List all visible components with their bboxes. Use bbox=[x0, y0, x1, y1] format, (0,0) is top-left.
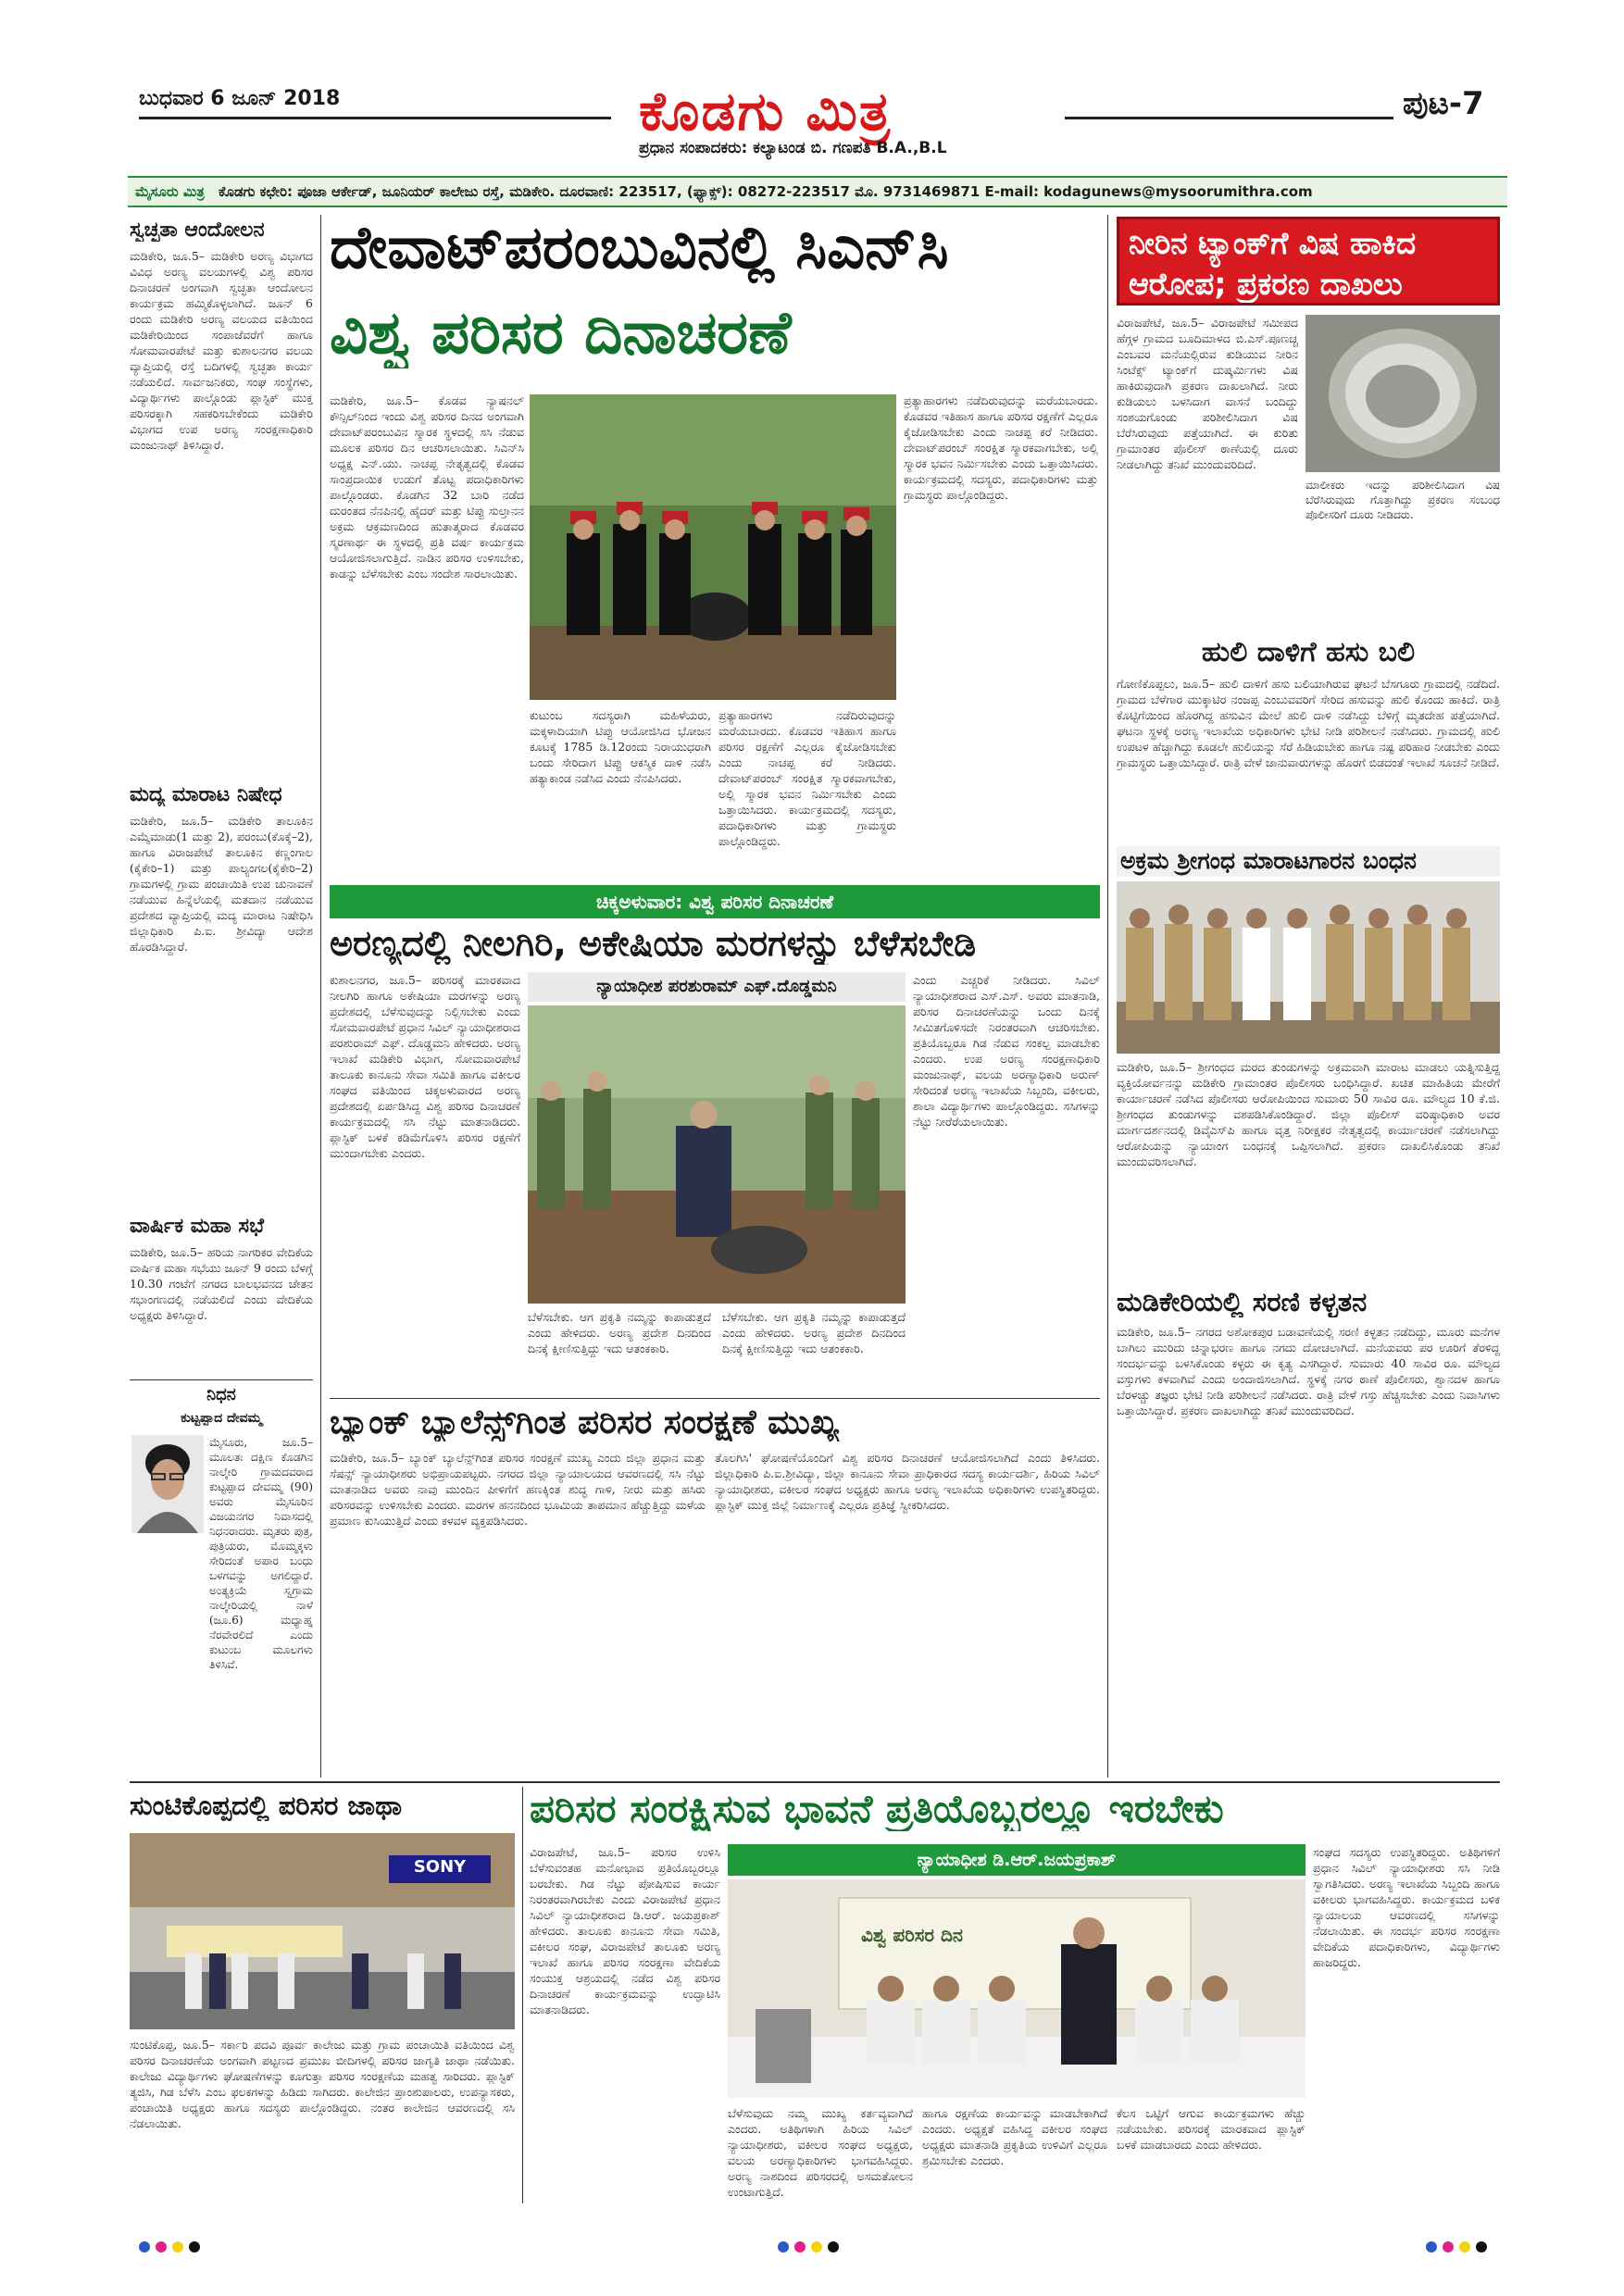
headline-tiger-attack: ಹುಲಿ ದಾಳಿಗೆ ಹಸು ಬಲಿ bbox=[1201, 637, 1416, 668]
contact-bar bbox=[128, 176, 1507, 207]
page-number: ಪುಟ-7 bbox=[1403, 85, 1484, 122]
story-tiger-attack: ಗೋಣಿಕೊಪ್ಪಲು, ಜೂ.5– ಹುಲಿ ದಾಳಿಗೆ ಹಸು ಬಲಿಯಾಗಿರುವ ಘಟನೆ ಬೆಸಗೂರು ಗ್ರಾಮದಲ್ಲಿ ನಡೆದಿದೆ. ಗ್ರಾಮದ ಬೆಳೆಗಾರ ಮುಕ್ಕಾಟಿರ ನಂಜಪ್ಪ ಎಂಬುವವರಿಗೆ ಸೇರಿದ ಹಸುವನ್ನು ಹುಲಿ ಕೊಂದು ಹಾಕಿದೆ. ರಾತ್ರಿ ಕೊಟ್ಟಿಗೆಯಿಂದ ಹೊರಗಿದ್ದ ಹಸುವಿನ ಮೇಲೆ ಹುಲಿ ದಾಳಿ ನಡೆಸಿದ್ದು ಬೆಳಿಗ್ಗೆ ಮೃತದೇಹ ಪತ್ತೆಯಾಗಿದೆ. ಘಟನಾ ಸ್ಥಳಕ್ಕೆ ಅರಣ್ಯ ಇಲಾಖೆಯ ಅಧಿಕಾರಿಗಳು ಭೇಟಿ ನೀಡಿ ಪರಿಶೀಲನೆ ನಡೆಸಿದರು. ಗ್ರಾಮದಲ್ಲಿ ಹುಲಿ ಉಪಟಳ ಹೆಚ್ಚಾಗಿದ್ದು ಕೂಡಲೇ ಹುಲಿಯನ್ನು ಸೆರೆ ಹಿಡಿಯಬೇಕು ಹಾಗೂ ನಷ್ಟ ಪರಿಹಾರ ನೀಡಬೇಕು ಎಂದು ಗ್ರಾಮಸ್ಥರು ಒತ್ತಾಯಿಸಿದ್ದಾರೆ. ರಾತ್ರಿ ವೇಳೆ ಜಾನುವಾರುಗಳನ್ನು ಹೊರಗೆ ಬಿಡದಂತೆ ಇಲಾಖೆ ಸೂಚನೆ ನೀಡಿದೆ. bbox=[1117, 677, 1500, 769]
chief-editor: ಪ್ರಧಾನ ಸಂಪಾದಕರು: ಕಲ್ಯಾಟಂಡ ಬಿ. ಗಣಪತಿ B.A.,B.L bbox=[639, 139, 947, 157]
masthead-rule-left bbox=[139, 117, 611, 119]
bank-rule bbox=[330, 1398, 1100, 1399]
lead-story-mid: ಕುಟುಂಬ ಸದಸ್ಯರಾಗಿ ಮಹಿಳೆಯರು, ಮಕ್ಕಳಾದಿಯಾಗಿ ಟಿಪ್ಪು ಆಯೋಜಿಸಿದ ಭೋಜನ ಕೂಟಕ್ಕೆ 1785 ಡಿ.12ರಂದು ನಿರಾಯುಧರಾಗಿ ಬಂದು ಸೇರಿದಾಗ ಟಿಪ್ಪು ಆಕಸ್ಮಿಕ ದಾಳಿ ನಡೆಸಿ ಹತ್ಯಾಕಾಂಡ ನಡೆಸಿದ ಎಂದು ನೆನಪಿಸಿದರು. bbox=[530, 708, 711, 785]
headline-poison-tank: ನೀರಿನ ಟ್ಯಾಂಕ್‌ಗೆ ವಿಷ ಹಾಕಿದ ಆರೋಪ; ಪ್ರಕರಣ ದಾಖಲು bbox=[1117, 217, 1500, 306]
story-annual-meeting: ಮಡಿಕೇರಿ, ಜೂ.5– ಹರಿಯ ನಾಗರಿಕರ ವೇದಿಕೆಯ ವಾರ್ಷಿಕ ಮಹಾ ಸಭೆಯು ಜೂನ್ 9 ರಂದು ಬೆಳಗ್ಗೆ 10.30 ಗಂಟೆಗೆ ನಗರದ ಬಾಲಭವನದ ಚೇತನ ಸಭಾಂಗಣದಲ್ಲಿ ನಡೆಯಲಿದೆ ಎಂದು ವೇದಿಕೆಯ ಅಧ್ಯಕ್ಷರು ತಿಳಿಸಿದ್ದಾರೆ. bbox=[130, 1245, 313, 1322]
obituary-rule bbox=[130, 1379, 313, 1380]
story-protect-env-left: ವಿರಾಜಪೇಟೆ, ಜೂ.5– ಪರಿಸರ ಉಳಿಸಿ ಬೆಳೆಸುವಂತಹ ಮನೋಭಾವ ಪ್ರತಿಯೊಬ್ಬರಲ್ಲೂ ಬರಬೇಕು. ಗಿಡ ನೆಟ್ಟು ಪೋಷಿಸುವ ಕಾರ್ಯ ನಿರಂತರವಾಗಿರಬೇಕು ಎಂದು ವಿರಾಜಪೇಟೆ ಪ್ರಧಾನ ಸಿವಿಲ್ ನ್ಯಾಯಾಧೀಶರಾದ ಡಿ.ಆರ್. ಜಯಪ್ರಕಾಶ್ ಹೇಳಿದರು. ತಾಲೂಕು ಕಾನೂನು ಸೇವಾ ಸಮಿತಿ, ವಕೀಲರ ಸಂಘ, ವಿರಾಜಪೇಟೆ ತಾಲೂಕು ಅರಣ್ಯ ಇಲಾಖೆ ಹಾಗೂ ಪರಿಸರ ಸಂರಕ್ಷಣಾ ವೇದಿಕೆಯ ಸಂಯುಕ್ತ ಆಶ್ರಯದಲ್ಲಿ ನಡೆದ ವಿಶ್ವ ಪರಿಸರ ದಿನಾಚರಣೆ ಕಾರ್ಯಕ್ರಮವನ್ನು ಉದ್ಘಾಟಿಸಿ ಮಾತನಾಡಿದರು. bbox=[530, 1845, 720, 2016]
headline-bank-balance: ಬ್ಯಾಂಕ್ ಬ್ಯಾಲೆನ್ಸ್‌ಗಿಂತ ಪರಿಸರ ಸಂರಕ್ಷಣೆ ಮುಖ್ಯ bbox=[330, 1404, 840, 1441]
lead-story-mid-cont: ಪ್ರತ್ಯಾಹಾರಗಳು ನಡೆದಿರುವುದನ್ನು ಮರೆಯಬಾರದು. ಕೊಡವರ ಇತಿಹಾಸ ಹಾಗೂ ಪರಿಸರ ರಕ್ಷಣೆಗೆ ಎಲ್ಲರೂ ಕೈಜೋಡಿಸಬೇಕು ಎಂದು ನಾಚಪ್ಪ ಕರೆ ನೀಡಿದರು. ದೇವಾಟ್‌ಪರಂಬ್ ಸಂರಕ್ಷಿತ ಸ್ಮಾರಕವಾಗಬೇಕು, ಅಲ್ಲಿ ಸ್ಮಾರಕ ಭವನ ನಿರ್ಮಿಸಬೇಕು ಎಂದು ಒತ್ತಾಯಿಸಿದರು. ಕಾರ್ಯಕ್ರಮದಲ್ಲಿ ಸದಸ್ಯರು, ಪದಾಧಿಕಾರಿಗಳು ಮತ್ತು ಗ್ರಾಮಸ್ಥರು ಪಾಲ್ಗೊಂಡಿದ್ದರು. bbox=[718, 708, 896, 848]
story-liquor-ban: ಮಡಿಕೇರಿ, ಜೂ.5– ಮಡಿಕೇರಿ ತಾಲೂಕಿನ ಎಮ್ಮೆಮಾಡು(1 ಮತ್ತು 2), ಪರಂಬು(ಕೊಕ್ಕೆ–2), ಹಾಗೂ ವಿರಾಜಪೇಟೆ ತಾಲೂಕಿನ ಕಣ್ಣಂಗಾಲ (ಕೈಕೇರಿ–1) ಮತ್ತು ಪಾಲ್ಯಂಗಲ(ಕೈಕೇರಿ–2) ಗ್ರಾಮಗಳಲ್ಲಿ ಗ್ರಾಮ ಪಂಚಾಯಿತಿ ಉಪ ಚುನಾವಣೆ ನಡೆಯುವ ಹಿನ್ನೆಲೆಯಲ್ಲಿ ಮತದಾನ ನಡೆಯುವ ಪ್ರದೇಶದ ವ್ಯಾಪ್ತಿಯಲ್ಲಿ ಮದ್ಯ ಮಾರಾಟ ನಿಷೇಧಿಸಿ ಜಿಲ್ಲಾಧಿಕಾರಿ ಪಿ.ಐ. ಶ್ರೀವಿದ್ಯಾ ಆದೇಶ ಹೊರಡಿಸಿದ್ದಾರೆ. bbox=[130, 814, 313, 954]
story-poison-tank: ವಿರಾಜಪೇಟೆ, ಜೂ.5– ವಿರಾಜಪೇಟೆ ಸಮೀಪದ ಹೆಗ್ಗಳ ಗ್ರಾಮದ ಬೂದಿಮಾಳದ ಬಿ.ಎಸ್.ಪೂಣಚ್ಚ ಎಂಬವರ ಮನೆಯಲ್ಲಿರುವ ಕುಡಿಯುವ ನೀರಿನ ಸಿಂಟೆಕ್ಸ್ ಟ್ಯಾಂಕ್‌ಗೆ ದುಷ್ಕರ್ಮಿಗಳು ವಿಷ ಹಾಕಿರುವುದಾಗಿ ಪ್ರಕರಣ ದಾಖಲಾಗಿದೆ. ನೀರು ಕುಡಿಯಲು ಬಳಸಿದಾಗ ವಾಸನೆ ಬಂದಿದ್ದು ಸಂಶಯಗೊಂಡು ಪರಿಶೀಲಿಸಿದಾಗ ವಿಷ ಬೆರೆಸಿರುವುದು ಪತ್ತೆಯಾಗಿದೆ. ಈ ಕುರಿತು ಗ್ರಾಮಾಂತರ ಪೊಲೀಸ್ ಠಾಣೆಯಲ್ಲಿ ದೂರು ನೀಡಲಾಗಿದ್ದು ತನಿಖೆ ಮುಂದುವರಿದಿದೆ. bbox=[1117, 316, 1298, 471]
story-protect-env-right: ಸಂಘದ ಸದಸ್ಯರು ಉಪಸ್ಥಿತರಿದ್ದರು. ಅತಿಥಿಗಳಿಗೆ ಪ್ರಧಾನ ಸಿವಿಲ್ ನ್ಯಾಯಾಧೀಶರು ಸಸಿ ನೀಡಿ ಸ್ವಾಗತಿಸಿದರು. ಅರಣ್ಯ ಇಲಾಖೆಯ ಸಿಬ್ಬಂದಿ ಹಾಗೂ ವಕೀಲರು ಭಾಗವಹಿಸಿದ್ದರು. ಕಾರ್ಯಕ್ರಮದ ಬಳಿಕ ನ್ಯಾಯಾಲಯ ಆವರಣದಲ್ಲಿ ಸಸಿಗಳನ್ನು ನೆಡಲಾಯಿತು. ಈ ಸಂದರ್ಭ ಪರಿಸರ ಸಂರಕ್ಷಣಾ ವೇದಿಕೆಯ ಪದಾಧಿಕಾರಿಗಳು, ವಿದ್ಯಾರ್ಥಿಗಳು ಹಾಜರಿದ್ದರು. bbox=[1313, 1845, 1500, 1969]
story-bank-balance-right: ತೊಲಗಿಸಿ' ಘೋಷಣೆಯೊಂದಿಗೆ ವಿಶ್ವ ಪರಿಸರ ದಿನಾಚರಣೆ ಆಯೋಜಿಸಲಾಗಿದೆ ಎಂದು ತಿಳಿಸಿದರು. ಜಿಲ್ಲಾಧಿಕಾರಿ ಪಿ.ಐ.ಶ್ರೀವಿದ್ಯಾ, ಜಿಲ್ಲಾ ಕಾನೂನು ಸೇವಾ ಪ್ರಾಧಿಕಾರದ ಸದಸ್ಯ ಕಾರ್ಯದರ್ಶಿ, ಹಿರಿಯ ಸಿವಿಲ್ ನ್ಯಾಯಾಧೀಶರು, ವಕೀಲರ ಸಂಘದ ಅಧ್ಯಕ್ಷರು ಹಾಗೂ ಅರಣ್ಯ ಇಲಾಖೆಯ ಅಧಿಕಾರಿಗಳು ಉಪಸ್ಥಿತರಿದ್ದರು. ಪ್ಲಾಸ್ಟಿಕ್ ಮುಕ್ತ ಜಿಲ್ಲೆ ನಿರ್ಮಾಣಕ್ಕೆ ಎಲ್ಲರೂ ಪ್ರತಿಜ್ಞೆ ಸ್ವೀಕರಿಸಿದರು. bbox=[715, 1451, 1100, 1512]
judge-name-parashuram: ನ್ಯಾಯಾಧೀಶ ಪರಶುರಾಮ್ ಎಫ್.ದೊಡ್ಡಮನಿ bbox=[528, 972, 906, 1002]
obituary-name: ಕುಟ್ಟಪ್ಪಾದ ದೇವಮ್ಮ bbox=[181, 1411, 262, 1426]
color-registration-marks-center bbox=[778, 2239, 844, 2256]
lead-headline-line2: ವಿಶ್ವ ಪರಿಸರ ದಿನಾಚರಣೆ bbox=[330, 300, 792, 368]
judge-name-jayaprakash: ನ್ಯಾಯಾಧೀಶ ಡಿ.ಆರ್.ಜಯಪ್ರಕಾಶ್ bbox=[728, 1844, 1305, 1876]
headline-cleanliness: ಸ್ವಚ್ಛತಾ ಆಂದೋಲನ bbox=[130, 218, 265, 242]
story-sandalwood-arrest: ಮಡಿಕೇರಿ, ಜೂ.5– ಶ್ರೀಗಂಧದ ಮರದ ತುಂಡುಗಳನ್ನು ಅಕ್ರಮವಾಗಿ ಮಾರಾಟ ಮಾಡಲು ಯತ್ನಿಸುತ್ತಿದ್ದ ವ್ಯಕ್ತಿಯೋರ್ವನನ್ನು ಮಡಿಕೇರಿ ಗ್ರಾಮಾಂತರ ಪೊಲೀಸರು ಬಂಧಿಸಿದ್ದಾರೆ. ಖಚಿತ ಮಾಹಿತಿಯ ಮೇರೆಗೆ ಕಾರ್ಯಾಚರಣೆ ನಡೆಸಿದ ಪೊಲೀಸರು ಆರೋಪಿಯಿಂದ ಸುಮಾರು 50 ಸಾವಿರ ರೂ. ಮೌಲ್ಯದ 10 ಕೆ.ಜಿ. ಶ್ರೀಗಂಧದ ತುಂಡುಗಳನ್ನು ವಶಪಡಿಸಿಕೊಂಡಿದ್ದಾರೆ. ಜಿಲ್ಲಾ ಪೊಲೀಸ್ ವರಿಷ್ಠಾಧಿಕಾರಿ ಅವರ ಮಾರ್ಗದರ್ಶನದಲ್ಲಿ ಡಿವೈಎಸ್‌ಪಿ ಹಾಗೂ ವೃತ್ತ ನಿರೀಕ್ಷಕರ ನೇತೃತ್ವದಲ್ಲಿ ಕಾರ್ಯಾಚರಣೆ ನಡೆಸಲಾಗಿದ್ದು ಆರೋಪಿಯನ್ನು ನ್ಯಾಯಾಂಗ ಬಂಧನಕ್ಕೆ ಒಪ್ಪಿಸಲಾಗಿದೆ. ಪ್ರಕರಣ ದಾಖಲಿಸಿಕೊಂಡು ತನಿಖೆ ಮುಂದುವರಿಸಲಾಗಿದೆ. bbox=[1117, 1060, 1500, 1168]
shop-sign-sony: SONY bbox=[413, 1857, 467, 1877]
headline-sandalwood-arrest: ಅಕ್ರಮ ಶ್ರೀಗಂಧ ಮಾರಾಟಗಾರನ ಬಂಧನ bbox=[1117, 846, 1500, 877]
story-no-eucalyptus-mid2: ಬೆಳೆಸಬೇಕು. ಆಗ ಪ್ರಕೃತಿ ನಮ್ಮನ್ನು ಕಾಪಾಡುತ್ತದೆ ಎಂದು ಹೇಳಿದರು. ಅರಣ್ಯ ಪ್ರದೇಶ ದಿನದಿಂದ ದಿನಕ್ಕೆ ಕ್ಷೀಣಿಸುತ್ತಿದ್ದು ಇದು ಆತಂಕಕಾರಿ. bbox=[722, 1310, 906, 1355]
headline-annual-meeting: ವಾರ್ಷಿಕ ಮಹಾ ಸಭೆ bbox=[130, 1215, 264, 1238]
headline-suntikoppa-rally: ಸುಂಟಿಕೊಪ್ಪದಲ್ಲಿ ಪರಿಸರ ಜಾಥಾ bbox=[130, 1791, 403, 1821]
story-no-eucalyptus-mid: ಬೆಳೆಸಬೇಕು. ಆಗ ಪ್ರಕೃತಿ ನಮ್ಮನ್ನು ಕಾಪಾಡುತ್ತದೆ ಎಂದು ಹೇಳಿದರು. ಅರಣ್ಯ ಪ್ರದೇಶ ದಿನದಿಂದ ದಿನಕ್ಕೆ ಕ್ಷೀಣಿಸುತ್ತಿದ್ದು ಇದು ಆತಂಕಕಾರಿ. bbox=[528, 1310, 711, 1355]
story-protect-env-mid3: ಕೆಲಸ ಒಟ್ಟಿಗೆ ಆಗುವ ಕಾರ್ಯಕ್ರಮಗಳು ಹೆಚ್ಚು ನಡೆಯಬೇಕು. ಪರಿಸರಕ್ಕೆ ಮಾರಕವಾದ ಪ್ಲಾಸ್ಟಿಕ್ ಬಳಕೆ ಮಾಡಬಾರದು ಎಂದು ಹೇಳಿದರು. bbox=[1117, 2106, 1305, 2152]
column-rule-1 bbox=[320, 215, 321, 1778]
headline-liquor-ban: ಮದ್ಯ ಮಾರಾಟ ನಿಷೇಧ bbox=[130, 783, 282, 806]
event-banner-text: ವಿಶ್ವ ಪರಿಸರ ದಿನ bbox=[861, 1924, 963, 1946]
story-bank-balance-left: ಮಡಿಕೇರಿ, ಜೂ.5– ಬ್ಯಾಂಕ್ ಬ್ಯಾಲೆನ್ಸ್‌ಗಿಂತ ಪರಿಸರ ಸಂರಕ್ಷಣೆ ಮುಖ್ಯ ಎಂದು ಜಿಲ್ಲಾ ಪ್ರಧಾನ ಮತ್ತು ಸೆಷನ್ಸ್ ನ್ಯಾಯಾಧೀಶರು ಅಭಿಪ್ರಾಯಪಟ್ಟರು. ನಗರದ ಜಿಲ್ಲಾ ನ್ಯಾಯಾಲಯದ ಆವರಣದಲ್ಲಿ ಸಸಿ ನೆಟ್ಟು ಮಾತನಾಡಿದ ಅವರು ನಾವು ಮುಂದಿನ ಪೀಳಿಗೆಗೆ ಹಣಕ್ಕಿಂತ ಶುದ್ಧ ಗಾಳಿ, ನೀರು ಮತ್ತು ಹಸಿರು ಪರಿಸರವನ್ನು ಉಳಿಸಬೇಕು ಎಂದರು. ಮರಗಳ ಹನನದಿಂದ ಭೂಮಿಯ ತಾಪಮಾನ ಹೆಚ್ಚುತ್ತಿದ್ದು ಮಳೆಯ ಪ್ರಮಾಣ ಕುಸಿಯುತ್ತಿದೆ ಎಂದು ಕಳವಳ ವ್ಯಕ್ತಪಡಿಸಿದರು. bbox=[330, 1451, 706, 1528]
story-serial-theft: ಮಡಿಕೇರಿ, ಜೂ.5– ನಗರದ ಅಶೋಕಪುರ ಬಡಾವಣೆಯಲ್ಲಿ ಸರಣಿ ಕಳ್ಳತನ ನಡೆದಿದ್ದು, ಮೂರು ಮನೆಗಳ ಬಾಗಿಲು ಮುರಿದು ಚಿನ್ನಾಭರಣ ಹಾಗೂ ನಗದು ದೋಚಲಾಗಿದೆ. ಮನೆಯವರು ಪರ ಊರಿಗೆ ತೆರಳಿದ್ದ ಸಂದರ್ಭವನ್ನು ಬಳಸಿಕೊಂಡು ಕಳ್ಳರು ಈ ಕೃತ್ಯ ಎಸಗಿದ್ದಾರೆ. ಸುಮಾರು 40 ಸಾವಿರ ರೂ. ಮೌಲ್ಯದ ವಸ್ತುಗಳು ಕಳವಾಗಿವೆ ಎಂದು ಅಂದಾಜಿಸಲಾಗಿದೆ. ಸ್ಥಳಕ್ಕೆ ನಗರ ಠಾಣೆ ಪೊಲೀಸರು, ಶ್ವಾನದಳ ಹಾಗೂ ಬೆರಳಚ್ಚು ತಜ್ಞರು ಭೇಟಿ ನೀಡಿ ಪರಿಶೀಲನೆ ನಡೆಸಿದರು. ರಾತ್ರಿ ವೇಳೆ ಗಸ್ತು ಹೆಚ್ಚಿಸಬೇಕು ಎಂದು ನಿವಾಸಿಗಳು ಒತ್ತಾಯಿಸಿದ್ದಾರೆ. ಪ್ರಕರಣ ದಾಖಲಾಗಿದ್ದು ತನಿಖೆ ಮುಂದುವರಿದಿದೆ. bbox=[1117, 1325, 1500, 1417]
contact-details: ಕೊಡಗು ಕಛೇರಿ: ಪೂಜಾ ಆರ್ಕೇಡ್, ಜೂನಿಯರ್ ಕಾಲೇಜು ರಸ್ತೆ, ಮಡಿಕೇರಿ. ದೂರವಾಣಿ: 223517, (ಫ್ಯಾಕ್ಸ್): 08272-223517 ಮೊ. 9731469871 E-mail: kodagunews@mysoorumithra.com bbox=[219, 183, 1313, 200]
column-rule-2 bbox=[1107, 215, 1108, 1778]
issue-date: ಬುಧವಾರ 6 ಜೂನ್ 2018 bbox=[139, 87, 341, 110]
story-protect-env-mid2: ಹಾಗೂ ರಕ್ಷಣೆಯ ಕಾರ್ಯವನ್ನು ಮಾಡಬೇಕಾಗಿದೆ ಎಂದರು. ಅಧ್ಯಕ್ಷತೆ ವಹಿಸಿದ್ದ ವಕೀಲರ ಸಂಘದ ಅಧ್ಯಕ್ಷರು ಮಾತನಾಡಿ ಪ್ರಕೃತಿಯ ಉಳಿವಿಗೆ ಎಲ್ಲರೂ ಶ್ರಮಿಸಬೇಕು ಎಂದರು. bbox=[922, 2106, 1107, 2167]
story-cleanliness: ಮಡಿಕೇರಿ, ಜೂ.5– ಮಡಿಕೇರಿ ಅರಣ್ಯ ವಿಭಾಗದ ವಿವಿಧ ಅರಣ್ಯ ವಲಯಗಳಲ್ಲಿ ವಿಶ್ವ ಪರಿಸರ ದಿನಾಚರಣೆ ಅಂಗವಾಗಿ ಸ್ವಚ್ಛತಾ ಆಂದೋಲನ ಕಾರ್ಯಕ್ರಮ ಹಮ್ಮಿಕೊಳ್ಳಲಾಗಿದೆ. ಜೂನ್ 6 ರಂದು ಮಡಿಕೇರಿ ಅರಣ್ಯ ವಲಯದ ವತಿಯಿಂದ ಮಡಿಕೇರಿಯಿಂದ ಸಂಪಾಜೆವರೆಗೆ ಹಾಗೂ ಸೋಮವಾರಪೇಟೆ ಮತ್ತು ಕುಶಾಲನಗರ ವಲಯ ವ್ಯಾಪ್ತಿಯಲ್ಲಿ ರಸ್ತೆ ಬದಿಗಳಲ್ಲಿ ಸ್ವಚ್ಛತಾ ಕಾರ್ಯ ನಡೆಯಲಿದೆ. ಸಾರ್ವಜನಿಕರು, ಸಂಘ ಸಂಸ್ಥೆಗಳು, ವಿದ್ಯಾರ್ಥಿಗಳು ಪಾಲ್ಗೊಂಡು ಪ್ಲಾಸ್ಟಿಕ್ ಮುಕ್ತ ಪರಿಸರಕ್ಕಾಗಿ ಸಹಕರಿಸಬೇಕೆಂದು ಮಡಿಕೇರಿ ವಿಭಾಗದ ಉಪ ಅರಣ್ಯ ಸಂರಕ್ಷಣಾಧಿಕಾರಿ ಮಂಜುನಾಥ್ ತಿಳಿಸಿದ್ದಾರೆ. bbox=[130, 249, 313, 452]
photo-water-tank bbox=[1305, 315, 1500, 472]
contact-brand: ಮೈಸೂರು ಮಿತ್ರ bbox=[135, 183, 205, 200]
headline-protect-environment: ಪರಿಸರ ಸಂರಕ್ಷಿಸುವ ಭಾವನೆ ಪ್ರತಿಯೊಬ್ಬರಲ್ಲೂ ಇರಬೇಕು bbox=[530, 1787, 1224, 1831]
headline-no-eucalyptus: ಅರಣ್ಯದಲ್ಲಿ ನೀಲಗಿರಿ, ಅಕೇಷಿಯಾ ಮರಗಳನ್ನು ಬೆಳೆಸಬೇಡಿ bbox=[330, 924, 977, 964]
obituary-text: ಮೈಸೂರು, ಜೂ.5– ಮೂಲತಃ ದಕ್ಷಿಣ ಕೊಡಗಿನ ನಾಲ್ಕೇರಿ ಗ್ರಾಮದವರಾದ ಕುಟ್ಟಪ್ಪಾದ ದೇವಮ್ಮ (90) ಅವರು ಮೈಸೂರಿನ ವಿಜಯನಗರ ನಿವಾಸದಲ್ಲಿ ನಿಧನರಾದರು. ಮೃತರು ಪುತ್ರ, ಪುತ್ರಿಯರು, ಮೊಮ್ಮಕ್ಕಳು ಸೇರಿದಂತೆ ಅಪಾರ ಬಂಧು ಬಳಗವನ್ನು ಅಗಲಿದ್ದಾರೆ. ಅಂತ್ಯಕ್ರಿಯೆ ಸ್ವಗ್ರಾಮ ನಾಲ್ಕೇರಿಯಲ್ಲಿ ನಾಳೆ (ಜೂ.6) ಮಧ್ಯಾಹ್ನ ನೆರವೇರಲಿದೆ ಎಂದು ಕುಟುಂಬ ಮೂಲಗಳು ತಿಳಿಸಿವೆ. bbox=[209, 1436, 313, 1671]
masthead-rule-right bbox=[1065, 117, 1393, 119]
headline-serial-theft: ಮಡಿಕೇರಿಯಲ್ಲಿ ಸರಣಿ ಕಳ್ಳತನ bbox=[1117, 1287, 1368, 1317]
lead-story-right: ಪ್ರತ್ಯಾಹಾರಗಳು ನಡೆದಿರುವುದನ್ನು ಮರೆಯಬಾರದು. ಕೊಡವರ ಇತಿಹಾಸ ಹಾಗೂ ಪರಿಸರ ರಕ್ಷಣೆಗೆ ಎಲ್ಲರೂ ಕೈಜೋಡಿಸಬೇಕು ಎಂದು ನಾಚಪ್ಪ ಕರೆ ನೀಡಿದರು. ದೇವಾಟ್‌ಪರಂಬ್ ಸಂರಕ್ಷಿತ ಸ್ಮಾರಕವಾಗಬೇಕು, ಅಲ್ಲಿ ಸ್ಮಾರಕ ಭವನ ನಿರ್ಮಿಸಬೇಕು ಎಂದು ಒತ್ತಾಯಿಸಿದರು. ಕಾರ್ಯಕ್ರಮದಲ್ಲಿ ಸದಸ್ಯರು, ಪದಾಧಿಕಾರಿಗಳು ಮತ್ತು ಗ್ರಾಮಸ್ಥರು ಪಾಲ್ಗೊಂಡಿದ್ದರು. bbox=[904, 393, 1098, 502]
caption-water-tank: ಮಾಲೀಕರು ಇದನ್ನು ಪರಿಶೀಲಿಸಿದಾಗ ವಿಷ ಬೆರೆಸಿರುವುದು ಗೊತ್ತಾಗಿದ್ದು ಪ್ರಕರಣ ಸಂಬಂಧ ಪೊಲೀಸರಿಗೆ ದೂರು ನೀಡಿದರು. bbox=[1305, 479, 1500, 521]
story-protect-env-mid1: ಬೆಳೆಸುವುದು ನಮ್ಮ ಮುಖ್ಯ ಕರ್ತವ್ಯವಾಗಿದೆ ಎಂದರು. ಅತಿಥಿಗಳಾಗಿ ಹಿರಿಯ ಸಿವಿಲ್ ನ್ಯಾಯಾಧೀಶರು, ವಕೀಲರ ಸಂಘದ ಅಧ್ಯಕ್ಷರು, ವಲಯ ಅರಣ್ಯಾಧಿಕಾರಿಗಳು ಭಾಗವಹಿಸಿದ್ದರು. ಅರಣ್ಯ ನಾಶದಿಂದ ಪರಿಸರದಲ್ಲಿ ಅಸಮತೋಲನ ಉಂಟಾಗುತ್ತಿದೆ. bbox=[728, 2106, 913, 2199]
photo-judge-planting bbox=[528, 1005, 906, 1304]
column-rule-3 bbox=[522, 1787, 523, 2203]
story-no-eucalyptus-left: ಕುಶಾಲನಗರ, ಜೂ.5– ಪರಿಸರಕ್ಕೆ ಮಾರಕವಾದ ನೀಲಗಿರಿ ಹಾಗೂ ಅಕೇಷಿಯಾ ಮರಗಳನ್ನು ಅರಣ್ಯ ಪ್ರದೇಶದಲ್ಲಿ ಬೆಳೆಸುವುದನ್ನು ನಿಲ್ಲಿಸಬೇಕು ಎಂದು ಸೋಮವಾರಪೇಟೆ ಪ್ರಧಾನ ಸಿವಿಲ್ ನ್ಯಾಯಾಧೀಶರಾದ ಪರಶುರಾಮ್ ಎಫ್. ದೊಡ್ಡಮನಿ ಹೇಳಿದರು. ಅರಣ್ಯ ಇಲಾಖೆ ಮಡಿಕೇರಿ ವಿಭಾಗ, ಸೋಮವಾರಪೇಟೆ ತಾಲೂಕು ಕಾನೂನು ಸೇವಾ ಸಮಿತಿ ಹಾಗೂ ವಕೀಲರ ಸಂಘದ ವತಿಯಿಂದ ಚಿಕ್ಕಅಳುವಾರದ ಅರಣ್ಯ ಪ್ರದೇಶದಲ್ಲಿ ಏರ್ಪಡಿಸಿದ್ದ ವಿಶ್ವ ಪರಿಸರ ದಿನಾಚರಣೆ ಕಾರ್ಯಕ್ರಮದಲ್ಲಿ ಸಸಿ ನೆಟ್ಟು ಮಾತನಾಡಿದರು. ಪ್ಲಾಸ್ಟಿಕ್ ಬಳಕೆ ಕಡಿಮೆಗೊಳಿಸಿ ಪರಿಸರ ರಕ್ಷಣೆಗೆ ಮುಂದಾಗಬೇಕು ಎಂದರು. bbox=[330, 973, 520, 1160]
lead-photo-cnc bbox=[530, 394, 896, 700]
obituary-label: ನಿಧನ bbox=[206, 1385, 236, 1404]
chikkaaluvara-band: ಚಿಕ್ಕಅಳುವಾರ: ವಿಶ್ವ ಪರಿಸರ ದಿನಾಚರಣೆ bbox=[330, 885, 1100, 918]
lead-headline-line1: ದೇವಾಟ್‌ಪರಂಬುವಿನಲ್ಲಿ ಸಿಎನ್‌ಸಿ bbox=[330, 215, 949, 282]
color-registration-marks-left bbox=[139, 2239, 206, 2256]
photo-dais-jayaprakash bbox=[728, 1879, 1305, 2098]
lead-story-left: ಮಡಿಕೇರಿ, ಜೂ.5– ಕೊಡವ ನ್ಯಾಷನಲ್ ಕೌನ್ಸಿಲ್‌ನಿಂದ ಇಂದು ವಿಶ್ವ ಪರಿಸರ ದಿನದ ಅಂಗವಾಗಿ ದೇವಾಟ್‌ಪರಂಬುವಿನ ಸ್ಮಾರಕ ಸ್ಥಳದಲ್ಲಿ ಸಸಿ ನೆಡುವ ಮೂಲಕ ಪರಿಸರ ದಿನ ಆಚರಿಸಲಾಯಿತು. ಸಿಎನ್‌ಸಿ ಅಧ್ಯಕ್ಷ ಎನ್.ಯು. ನಾಚಪ್ಪ ನೇತೃತ್ವದಲ್ಲಿ ಕೊಡವ ಸಾಂಪ್ರದಾಯಿಕ ಉಡುಗೆ ತೊಟ್ಟ ಪದಾಧಿಕಾರಿಗಳು ಪಾಲ್ಗೊಂಡರು. ಕೊಡಗಿನ 32 ಬಾರಿ ನಡೆದ ದುರಂತದ ನೆನಪಿನಲ್ಲಿ ಹೈದರ್ ಮತ್ತು ಟಿಪ್ಪು ಸುಲ್ತಾನನ ಅಕ್ರಮ ಆಕ್ರಮಣದಿಂದ ಹುತಾತ್ಮರಾದ ಕೊಡವರ ಸ್ಮರಣಾರ್ಥ ಈ ಸ್ಥಳದಲ್ಲಿ ಪ್ರತಿ ವರ್ಷ ಕಾರ್ಯಕ್ರಮ ಆಯೋಜಿಸಲಾಗುತ್ತಿದೆ. ನಾಡಿನ ಪರಿಸರ ಉಳಿಸಬೇಕು, ಕಾಡನ್ನು ಬೆಳೆಸಬೇಕು ಎಂಬ ಸಂದೇಶ ಸಾರಲಾಯಿತು. bbox=[330, 393, 524, 580]
color-registration-marks-right bbox=[1426, 2239, 1493, 2256]
story-suntikoppa-rally: ಸುಂಟಿಕೊಪ್ಪ, ಜೂ.5– ಸರ್ಕಾರಿ ಪದವಿ ಪೂರ್ವ ಕಾಲೇಜು ಮತ್ತು ಗ್ರಾಮ ಪಂಚಾಯಿತಿ ವತಿಯಿಂದ ವಿಶ್ವ ಪರಿಸರ ದಿನಾಚರಣೆಯ ಅಂಗವಾಗಿ ಪಟ್ಟಣದ ಪ್ರಮುಖ ಬೀದಿಗಳಲ್ಲಿ ಪರಿಸರ ಜಾಗೃತಿ ಜಾಥಾ ನಡೆಯಿತು. ಕಾಲೇಜು ವಿದ್ಯಾರ್ಥಿಗಳು ಘೋಷಣೆಗಳನ್ನು ಕೂಗುತ್ತಾ ಪರಿಸರ ಸಂರಕ್ಷಣೆಯ ಮಹತ್ವ ಸಾರಿದರು. ಪ್ಲಾಸ್ಟಿಕ್ ತ್ಯಜಿಸಿ, ಗಿಡ ಬೆಳೆಸಿ ಎಂಬ ಫಲಕಗಳನ್ನು ಹಿಡಿದು ಸಾಗಿದರು. ಕಾಲೇಜಿನ ಪ್ರಾಂಶುಪಾಲರು, ಉಪನ್ಯಾಸಕರು, ಪಂಚಾಯಿತಿ ಅಧ್ಯಕ್ಷರು ಹಾಗೂ ಸದಸ್ಯರು ಪಾಲ್ಗೊಂಡಿದ್ದರು. ನಂತರ ಕಾಲೇಜಿನ ಆವರಣದಲ್ಲಿ ಸಸಿ ನೆಡಲಾಯಿತು. bbox=[130, 2038, 515, 2130]
newspaper-title: ಕೊಡಗು ಮಿತ್ರ bbox=[639, 80, 893, 143]
bottom-section-rule bbox=[130, 1781, 1500, 1783]
photo-police-team bbox=[1117, 881, 1500, 1054]
obituary-portrait bbox=[131, 1435, 204, 1533]
story-no-eucalyptus-right: ಎಂದು ಎಚ್ಚರಿಕೆ ನೀಡಿದರು. ಸಿವಿಲ್ ನ್ಯಾಯಾಧೀಶರಾದ ಎಸ್.ಎಸ್. ಅವರು ಮಾತನಾಡಿ, ಪರಿಸರ ದಿನಾಚರಣೆಯನ್ನು ಒಂದು ದಿನಕ್ಕೆ ಸೀಮಿತಗೊಳಿಸದೇ ನಿರಂತರವಾಗಿ ಆಚರಿಸಬೇಕು. ಪ್ರತಿಯೊಬ್ಬರೂ ಗಿಡ ನೆಡುವ ಸಂಕಲ್ಪ ಮಾಡಬೇಕು ಎಂದರು. ಉಪ ಅರಣ್ಯ ಸಂರಕ್ಷಣಾಧಿಕಾರಿ ಮಂಜುನಾಥ್, ವಲಯ ಅರಣ್ಯಾಧಿಕಾರಿ ಅರುಣ್ ಸೇರಿದಂತೆ ಅರಣ್ಯ ಇಲಾಖೆಯ ಸಿಬ್ಬಂದಿ, ವಕೀಲರು, ಶಾಲಾ ವಿದ್ಯಾರ್ಥಿಗಳು ಪಾಲ್ಗೊಂಡಿದ್ದರು. ಸಸಿಗಳನ್ನು ನೆಟ್ಟು ನೀರೆರೆಯಲಾಯಿತು. bbox=[913, 973, 1100, 1129]
